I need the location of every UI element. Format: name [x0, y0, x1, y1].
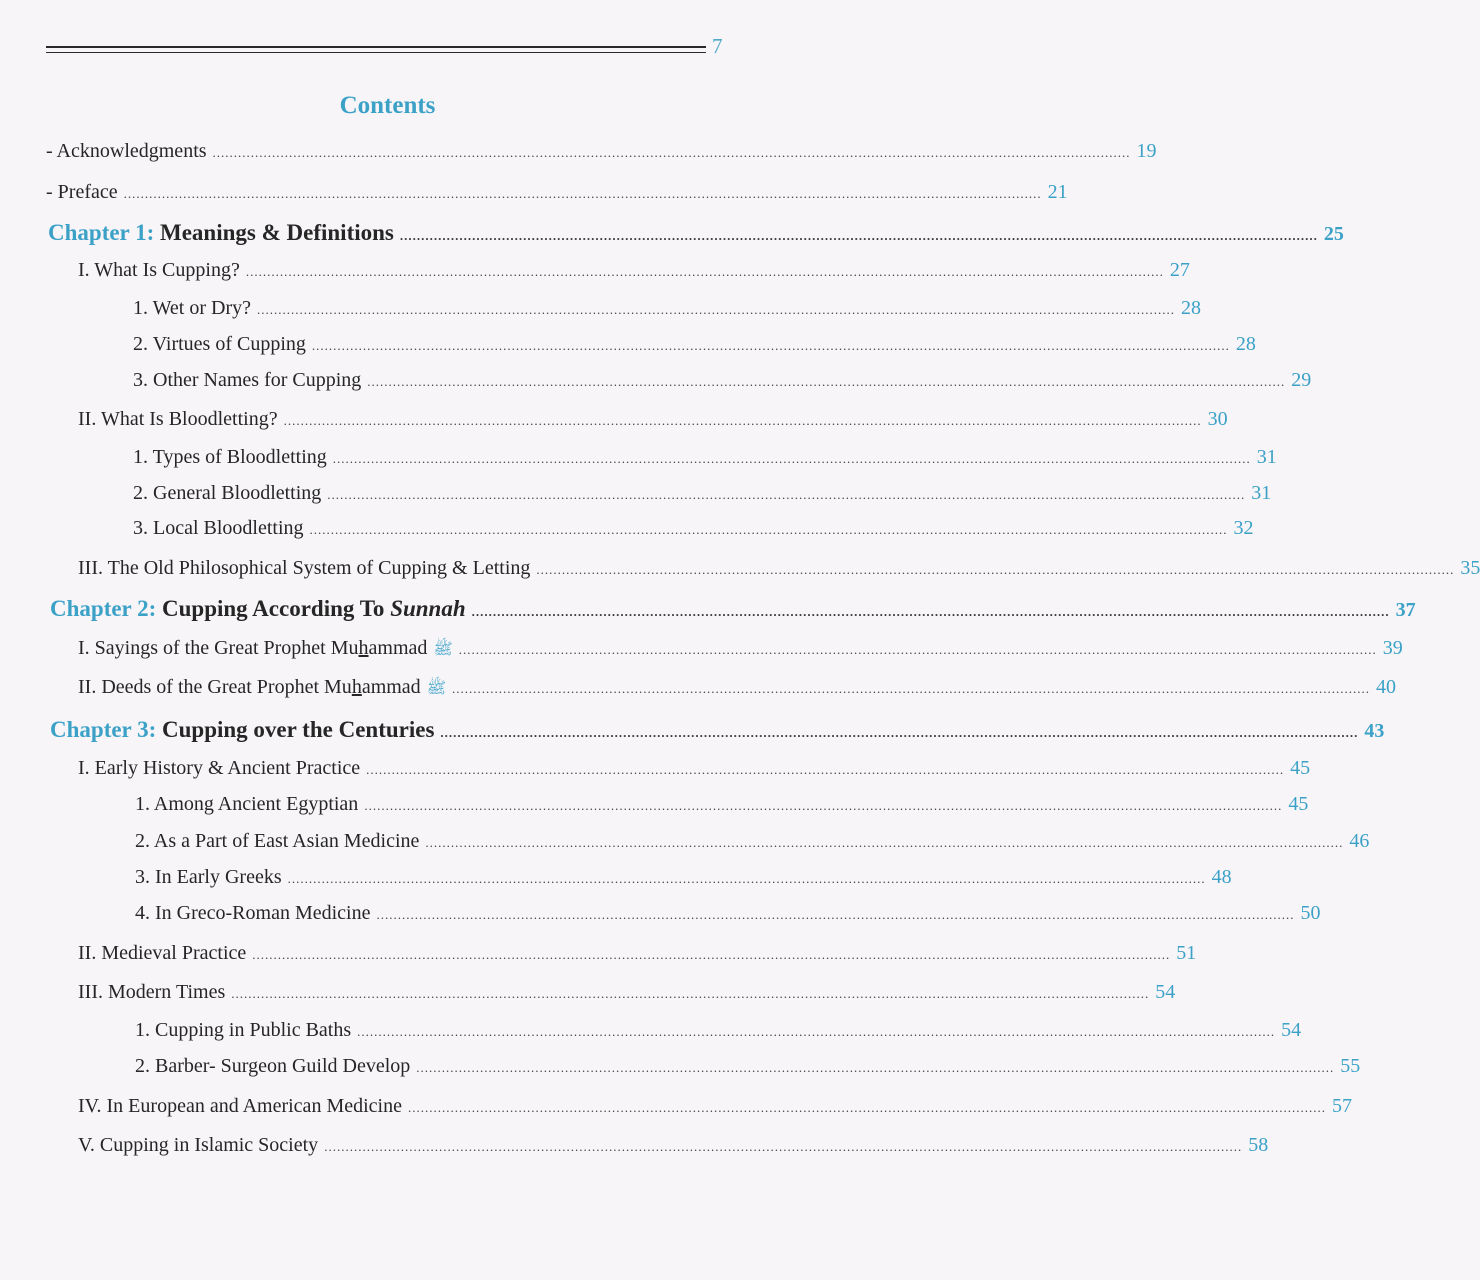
entry-page: 31: [1251, 482, 1272, 504]
dot-leader: ........................................................................................................................................................................................................................: [287, 871, 1206, 886]
entry-label-underlined: h: [351, 676, 362, 698]
toc-entry-greco-roman[interactable]: [135, 902, 1321, 932]
toc-entry-other-names[interactable]: [133, 369, 1312, 399]
toc-entry-early-history[interactable]: [78, 757, 1311, 787]
chapter-number: Chapter 2:: [50, 596, 157, 621]
entry-label: 3. Local Bloodletting: [133, 517, 304, 539]
entry-label: 3. Other Names for Cupping: [133, 369, 362, 391]
entry-page: 51: [1176, 942, 1197, 964]
dot-leader: ........................................................................................................................................................................................................................: [257, 302, 1175, 317]
dot-leader: ........................................................................................................................................................................................................................: [407, 1100, 1326, 1115]
entry-label: 2. As a Part of East Asian Medicine: [135, 830, 420, 852]
toc-entry-public-baths[interactable]: [135, 1019, 1302, 1049]
chapter-title: Cupping over the Centuries: [162, 717, 435, 742]
entry-page: 27: [1169, 259, 1190, 281]
entry-page: 35: [1460, 557, 1480, 579]
dot-leader: ........................................................................................................................................................................................................................: [327, 487, 1246, 502]
entry-label: 3. In Early Greeks: [135, 866, 282, 888]
dot-leader: ........................................................................................................................................................................................................................: [416, 1060, 1335, 1075]
entry-page: 30: [1207, 408, 1228, 430]
honorific-symbol-icon: ﷺ: [426, 680, 447, 697]
entry-label: V. Cupping in Islamic Society: [78, 1134, 319, 1156]
entry-page: 40: [1376, 676, 1397, 698]
entry-label: 1. Among Ancient Egyptian: [135, 793, 359, 815]
entry-page: 29: [1291, 369, 1312, 391]
entry-page: 25: [1323, 223, 1344, 245]
dot-leader: ........................................................................................................................................................................................................................: [324, 1139, 1243, 1154]
dot-leader: ........................................................................................................................................................................................................................: [123, 186, 1042, 201]
entry-label: 1. Types of Bloodletting: [133, 446, 327, 468]
entry-label: 2. General Bloodletting: [133, 482, 322, 504]
entry-label: II. Deeds of the Great Prophet Mu: [78, 676, 352, 698]
toc-entry-medieval-practice[interactable]: [78, 942, 1197, 972]
entry-page: 37: [1395, 599, 1416, 621]
dot-leader: ........................................................................................................................................................................................................................: [458, 642, 1377, 657]
entry-page: 19: [1136, 140, 1157, 162]
dot-leader: ........................................................................................................................................................................................................................: [364, 798, 1283, 813]
entry-page: 45: [1288, 793, 1309, 815]
toc-entry-sayings-of-prophet[interactable]: [78, 637, 1403, 667]
toc-entry-early-greeks[interactable]: [135, 866, 1232, 896]
chapter-title: Meanings & Definitions: [160, 220, 394, 245]
chapter-number: Chapter 1:: [48, 220, 155, 245]
entry-label: ammad: [368, 637, 428, 659]
entry-page: 28: [1235, 333, 1256, 355]
page-title: Contents: [339, 92, 436, 119]
entry-page: 28: [1181, 297, 1201, 319]
dot-leader: ........................................................................................................................................................................................................................: [425, 835, 1344, 850]
toc-entry-deeds-of-prophet[interactable]: [78, 676, 1397, 706]
dot-leader: ........................................................................................................................................................................................................................: [357, 1024, 1276, 1039]
entry-label: - Preface: [46, 181, 118, 203]
entry-label: IV. In European and American Medicine: [78, 1095, 402, 1117]
toc-entry-preface[interactable]: [46, 181, 1068, 211]
entry-label: 1. Wet or Dry?: [133, 297, 251, 319]
dot-leader: ........................................................................................................................................................................................................................: [311, 338, 1230, 353]
dot-leader: ........................................................................................................................................................................................................................: [452, 681, 1371, 696]
entry-label: II. Medieval Practice: [78, 942, 247, 964]
toc-entry-acknowledgments[interactable]: [46, 140, 1157, 170]
entry-page: 50: [1300, 902, 1321, 924]
page-number: 7: [712, 34, 723, 58]
entry-label: 2. Virtues of Cupping: [133, 333, 306, 355]
toc-entry-ancient-egyptian[interactable]: [135, 793, 1309, 823]
entry-page: 46: [1349, 830, 1370, 852]
dot-leader: ........................................................................................................................................................................................................................: [231, 986, 1150, 1001]
entry-label: 2. Barber- Surgeon Guild Develop: [135, 1055, 411, 1077]
entry-label: 1. Cupping in Public Baths: [135, 1019, 352, 1041]
entry-label: I. What Is Cupping?: [78, 259, 240, 281]
toc-entry-modern-times[interactable]: [78, 981, 1176, 1011]
toc-entry-east-asian-medicine[interactable]: [135, 830, 1370, 860]
entry-page: 32: [1233, 517, 1254, 539]
entry-page: 31: [1256, 446, 1277, 468]
toc-entry-barber-surgeon[interactable]: [135, 1055, 1361, 1085]
entry-label: I. Sayings of the Great Prophet Mu: [78, 637, 359, 659]
entry-label: 4. In Greco-Roman Medicine: [135, 902, 371, 924]
header-rule-top: [46, 46, 706, 48]
toc-entry-what-is-bloodletting[interactable]: [78, 408, 1228, 438]
header-rule-bottom: [46, 52, 706, 53]
entry-label: III. Modern Times: [78, 981, 226, 1003]
entry-page: 48: [1211, 866, 1232, 888]
chapter-title-italic: Sunnah: [390, 596, 466, 621]
dot-leader: ........................................................................................................................................................................................................................: [440, 725, 1359, 740]
dot-leader: ........................................................................................................................................................................................................................: [212, 145, 1131, 160]
dot-leader: ........................................................................................................................................................................................................................: [309, 522, 1228, 537]
dot-leader: ........................................................................................................................................................................................................................: [366, 762, 1285, 777]
toc-entry-islamic-society[interactable]: [78, 1134, 1269, 1164]
toc-entry-old-philosophical-system[interactable]: [78, 557, 1480, 587]
entry-label-underlined: h: [358, 637, 369, 659]
entry-page: 43: [1364, 720, 1385, 742]
entry-page: 21: [1047, 181, 1068, 203]
entry-label: II. What Is Bloodletting?: [78, 408, 278, 430]
toc-entry-types-of-bloodletting[interactable]: [133, 446, 1277, 476]
dot-leader: ........................................................................................................................................................................................................................: [252, 947, 1171, 962]
dot-leader: ........................................................................................................................................................................................................................: [376, 907, 1295, 922]
toc-chapter-2[interactable]: [50, 596, 1416, 626]
toc-entry-what-is-cupping[interactable]: [78, 259, 1190, 289]
entry-page: 55: [1340, 1055, 1361, 1077]
entry-label: ammad: [361, 676, 421, 698]
toc-entry-virtues-of-cupping[interactable]: [133, 333, 1256, 363]
dot-leader: ........................................................................................................................................................................................................................: [471, 604, 1390, 619]
entry-label: I. Early History & Ancient Practice: [78, 757, 361, 779]
dot-leader: ........................................................................................................................................................................................................................: [399, 228, 1318, 243]
chapter-title: Cupping According To: [162, 596, 385, 621]
entry-page: 54: [1155, 981, 1176, 1003]
dot-leader: ........................................................................................................................................................................................................................: [245, 264, 1164, 279]
entry-label: - Acknowledgments: [46, 140, 207, 162]
toc-entry-wet-or-dry[interactable]: [133, 297, 1201, 327]
dot-leader: ........................................................................................................................................................................................................................: [283, 413, 1202, 428]
entry-page: 45: [1290, 757, 1311, 779]
entry-page: 58: [1248, 1134, 1269, 1156]
dot-leader: ........................................................................................................................................................................................................................: [332, 451, 1251, 466]
toc-entry-european-american[interactable]: [78, 1095, 1352, 1125]
toc-entry-general-bloodletting[interactable]: [133, 482, 1272, 512]
entry-page: 57: [1331, 1095, 1352, 1117]
entry-page: 54: [1281, 1019, 1302, 1041]
entry-page: 39: [1382, 637, 1403, 659]
toc-entry-local-bloodletting[interactable]: [133, 517, 1254, 547]
dot-leader: ........................................................................................................................................................................................................................: [367, 374, 1286, 389]
dot-leader: ........................................................................................................................................................................................................................: [536, 562, 1455, 577]
entry-label: III. The Old Philosophical System of Cupping & Letting: [78, 557, 531, 579]
toc-chapter-1[interactable]: [48, 220, 1344, 250]
chapter-number: Chapter 3:: [50, 717, 157, 742]
toc-chapter-3[interactable]: [50, 717, 1385, 747]
honorific-symbol-icon: ﷺ: [433, 641, 453, 658]
